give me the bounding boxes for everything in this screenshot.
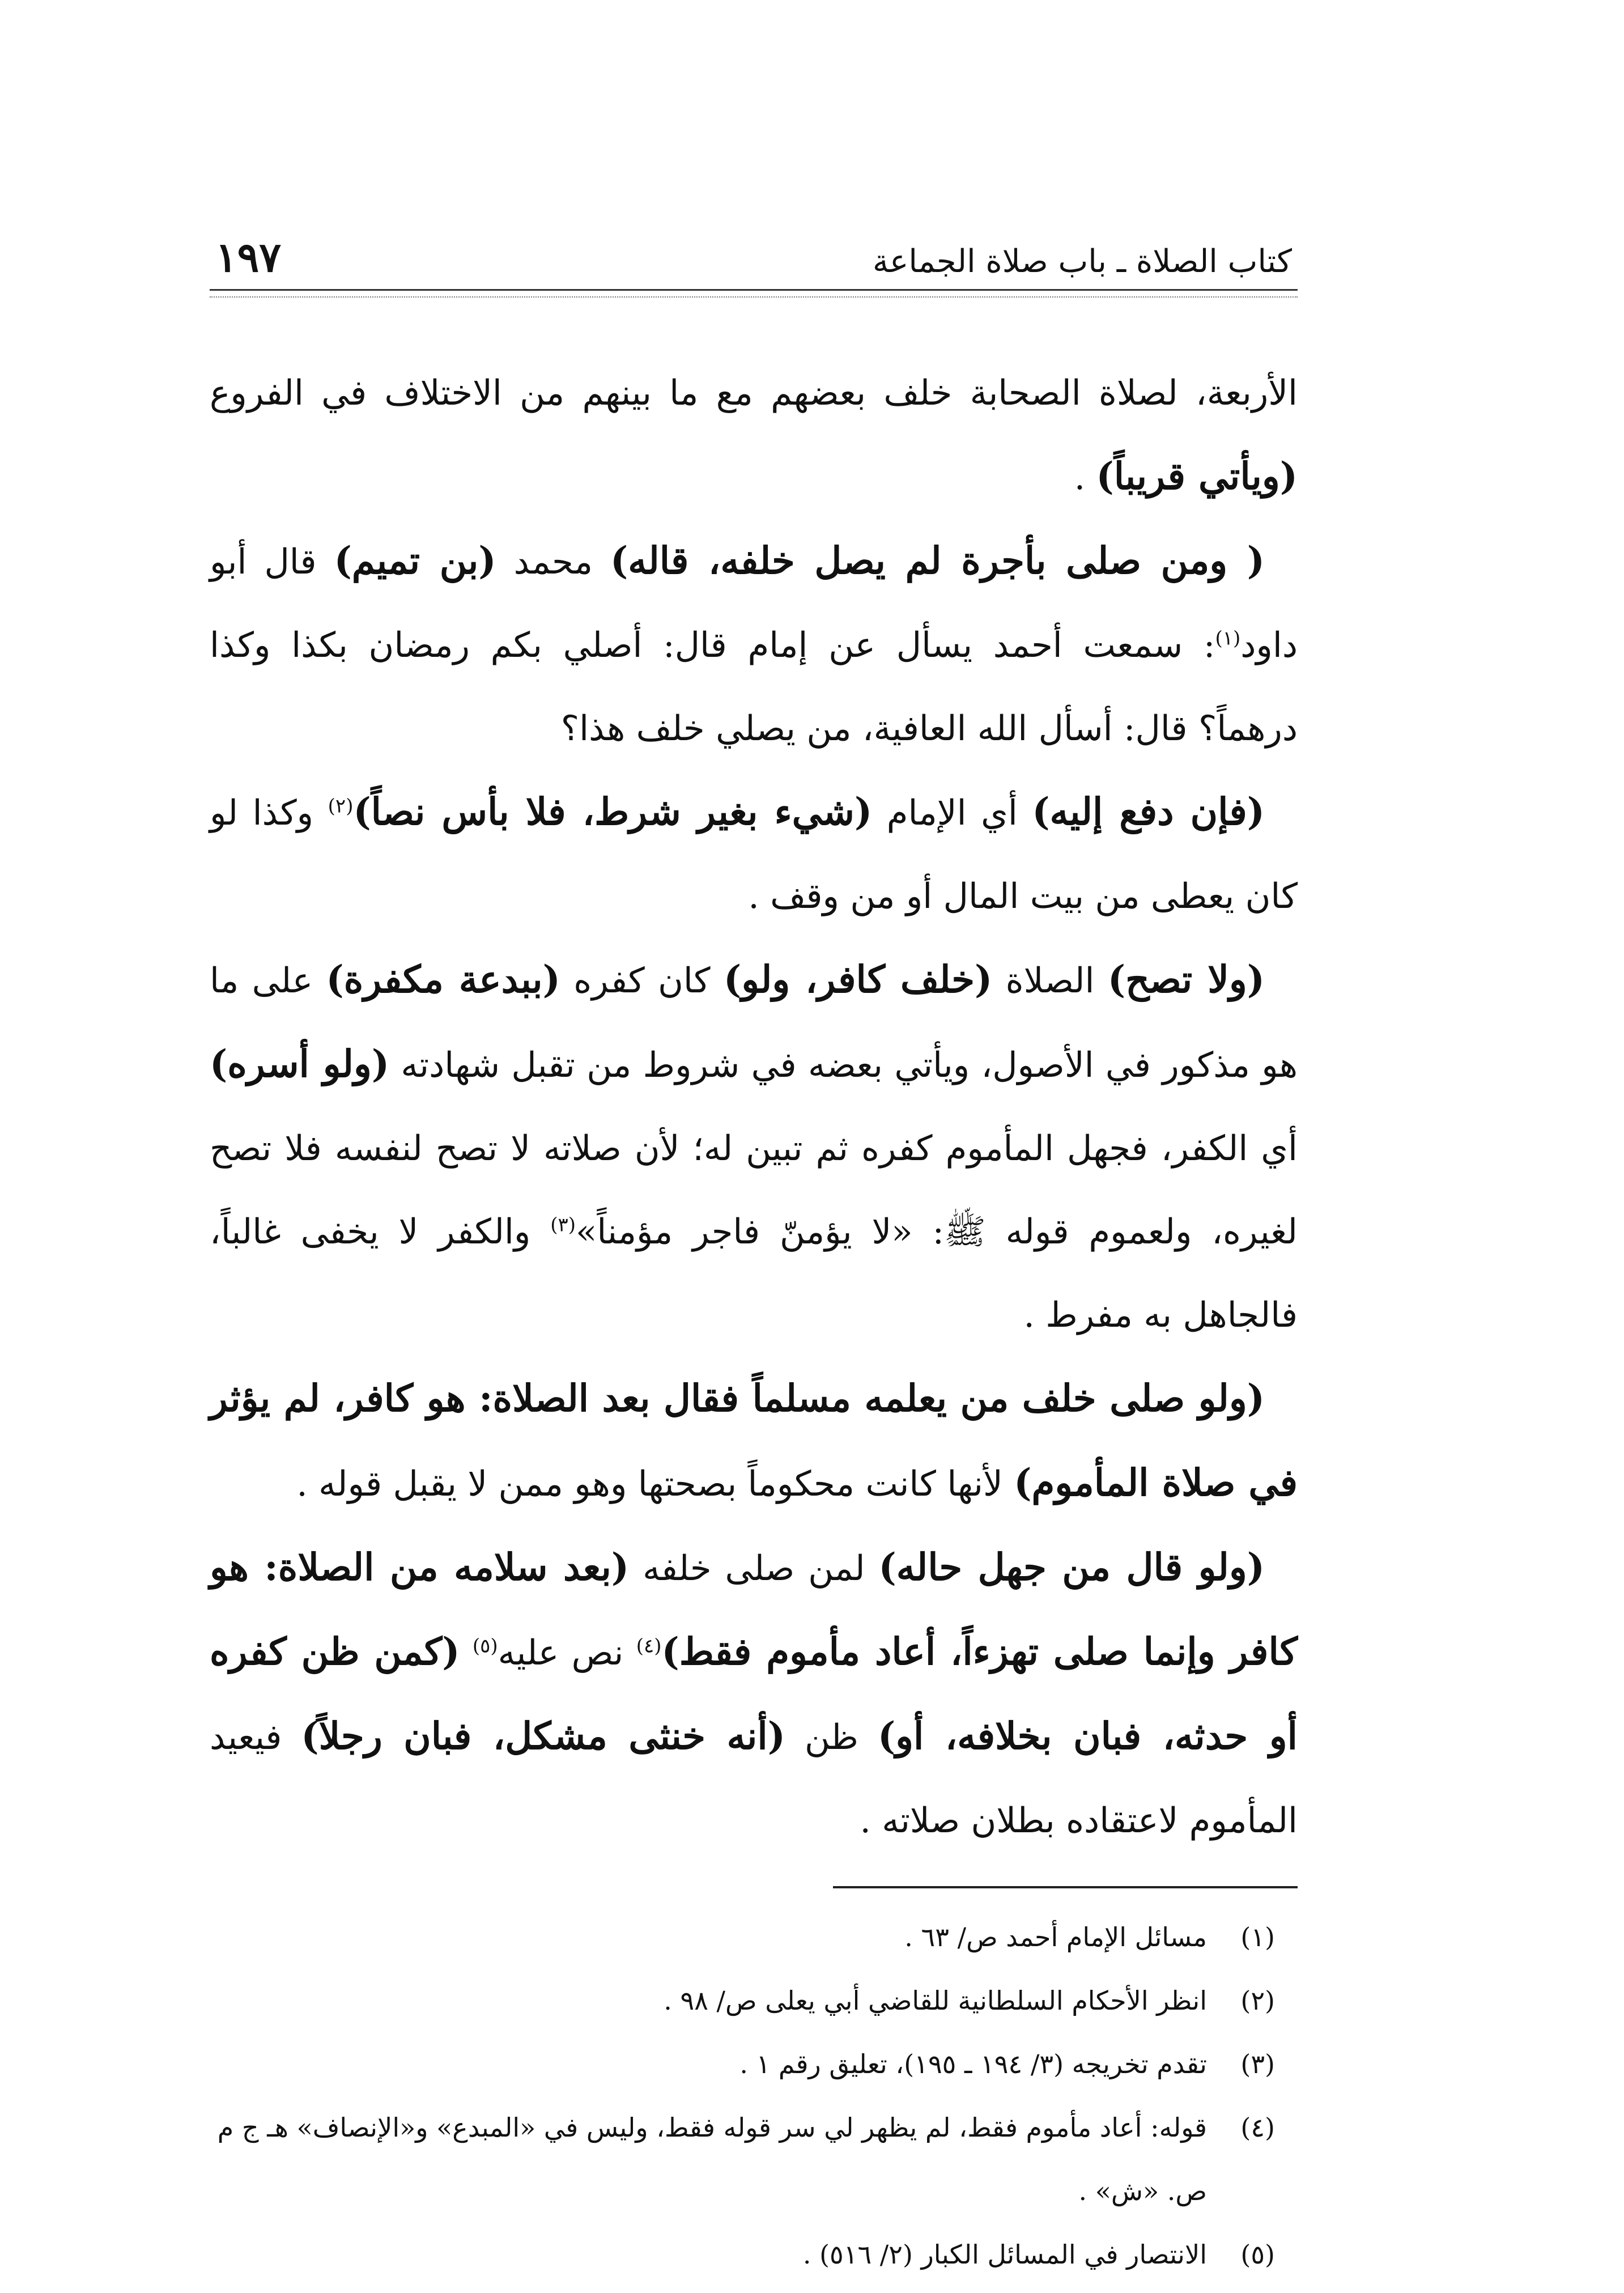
footnote-ref-1[interactable]: (١) xyxy=(1215,627,1241,650)
footnote-ref-2[interactable]: (٢) xyxy=(328,795,354,818)
footnote xyxy=(210,2096,1275,2223)
page-number: ١٩٧ xyxy=(215,233,282,281)
footnote-ref-5[interactable]: (٥) xyxy=(472,1634,498,1658)
page-header xyxy=(210,215,1298,281)
footnote-ref-4[interactable]: (٤) xyxy=(636,1634,662,1658)
header-divider xyxy=(210,289,1298,298)
footnote-text: قوله: أعاد مأموم فقط، لم يظهر لي سر قوله فقط، وليس في «المبدع» و«الإنصاف» هـ ج م ص. «ش» . xyxy=(217,2112,1207,2206)
footnote-text: تقدم تخريجه (٣/ ١٩٤ ـ ١٩٥)، تعليق رقم ١ . xyxy=(739,2049,1207,2079)
paragraph-5: (ولو صلى خلف من يعلمه مسلماً فقال بعد الصلاة: هو كافر، لم يؤثر في صلاة المأموم) لأنها كانت محكوماً بصحتها وهو ممن لا يقبل قوله . xyxy=(210,1376,1298,1505)
footnote xyxy=(210,2223,1275,2286)
paragraph-6: (ولو قال من جهل حاله) لمن صلى خلفه (بعد سلامه من الصلاة: هو كافر وإنما صلى تهزءاً، أعاد مأموم فقط)$^{(٤)}$ نص عليه$^{(٥)}$ (كمن ظن كفره أو حدثه، فبان بخلافه، أو) ظن (أنه خنثى مشكل، فبان رجلاً) فيعيد المأموم لاعتقاده بطلان صلاته . xyxy=(210,1545,1298,1841)
main-text xyxy=(210,351,1298,1862)
footnote-number: (٢) xyxy=(1240,1985,1275,2016)
footnote-number: (٣) xyxy=(1240,2049,1275,2079)
footnote-ref-3[interactable]: (٣) xyxy=(550,1213,576,1237)
footnote-number: (١) xyxy=(1240,1922,1275,1952)
page xyxy=(210,215,1298,2286)
footnote-divider xyxy=(833,1886,1298,1888)
running-title: كتاب الصلاة ـ باب صلاة الجماعة xyxy=(872,243,1292,280)
paragraph-4: (ولا تصح) الصلاة (خلف كافر، ولو) كان كفره (ببدعة مكفرة) على ما هو مذكور في الأصول، ويأتي بعضه في شروط من تقبل شهادته (ولو أسره) أي الكفر، فجهل المأموم كفره ثم تبين له؛ لأن صلاته لا تصح لنفسه فلا تصح لغيره، ولعموم قوله ﷺ: «لا يؤمنّ فاجر مؤمناً»$^{(٣)}$ والكفر لا يخفى غالباً، فالجاهل به مفرط . xyxy=(210,957,1298,1335)
paragraph-3: (فإن دفع إليه) أي الإمام (شيء بغير شرط، فلا بأس نصاً)$^{(٢)}$ وكذا لو كان يعطى من بيت المال أو من وقف . xyxy=(210,789,1298,916)
footnote xyxy=(210,2032,1275,2096)
footnote-text: مسائل الإمام أحمد ص/ ٦٣ . xyxy=(904,1922,1207,1952)
paragraph-1: الأربعة، لصلاة الصحابة خلف بعضهم مع ما بينهم من الاختلاف في الفروع (ويأتي قريباً) . xyxy=(210,373,1298,498)
paragraph-2: ( ومن صلى بأجرة لم يصل خلفه، قاله) محمد (بن تميم) قال أبو داود$^{(١)}$: سمعت أحمد يسأل عن إمام قال: أصلي بكم رمضان بكذا وكذا درهماً؟ قال: أسأل الله العافية، من يصلي خلف هذا؟ xyxy=(210,538,1298,749)
footnote xyxy=(210,1969,1275,2032)
footnotes xyxy=(210,1905,1298,2286)
footnote-number: (٤) xyxy=(1240,2112,1275,2143)
footnote-text: انظر الأحكام السلطانية للقاضي أبي يعلى ص/ ٩٨ . xyxy=(664,1985,1207,2016)
footnote-number: (٥) xyxy=(1240,2239,1275,2270)
footnote xyxy=(210,1905,1275,1969)
footnote-text: الانتصار في المسائل الكبار (٢/ ٥١٦) . xyxy=(802,2239,1207,2270)
